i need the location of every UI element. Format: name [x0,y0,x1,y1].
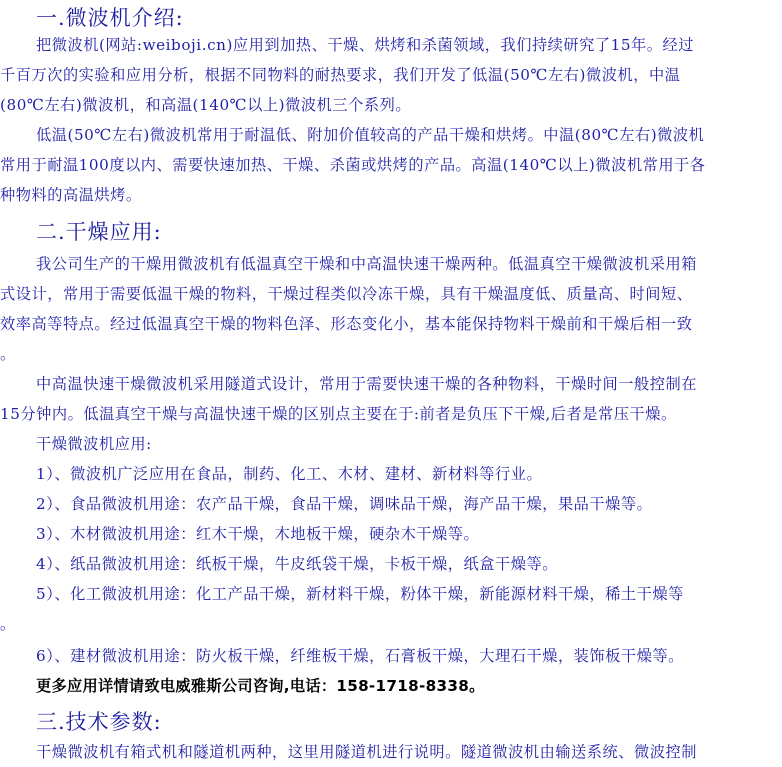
paragraph-line: 。 [0,345,16,363]
paragraph-line: 式设计，常用于需要低温干燥的物料，干燥过程类似冷冻干燥，具有干燥温度低、质量高、时间短、 [0,285,693,303]
section-heading-intro: 一.微波机介绍: [36,6,184,30]
section-heading-drying: 二.干燥应用: [36,220,162,244]
list-item: 3）、木材微波机用途：红木干燥，木地板干燥，硬杂木干燥等。 [36,525,480,543]
paragraph-line: 种物料的高温烘烤。 [0,186,142,204]
paragraph-line: 中高温快速干燥微波机采用隧道式设计，常用于需要快速干燥的各种物料，干燥时间一般控制在 [36,375,697,393]
paragraph-line: 15分钟内。低温真空干燥与高温快速干燥的区别点主要在于:前者是负压下干燥,后者是常压干燥。 [0,405,677,423]
list-title: 干燥微波机应用: [36,435,152,453]
section-heading-specs: 三.技术参数: [36,710,162,734]
paragraph-line: 干燥微波机有箱式机和隧道机两种，这里用隧道机进行说明。隧道微波机由输送系统、微波控制 [36,743,697,761]
paragraph-line: 效率高等特点。经过低温真空干燥的物料色泽、形态变化小，基本能保持物料干燥前和干燥后相一致 [0,315,693,333]
list-item: 1）、微波机广泛应用在食品，制药、化工、木材、建材、新材料等行业。 [36,465,543,483]
list-item: 2）、食品微波机用途：农产品干燥，食品干燥，调味品干燥，海产品干燥，果品干燥等。 [36,495,653,513]
list-item: 5）、化工微波机用途：化工产品干燥，新材料干燥，粉体干燥，新能源材料干燥，稀土干燥等 [36,585,684,603]
paragraph-line: 把微波机(网站:weiboji.cn)应用到加热、干燥、烘烤和杀菌领域，我们持续研究了15年。经过 [36,36,695,54]
list-item-continuation: 。 [0,615,16,633]
paragraph-line: (80℃左右)微波机，和高温(140℃以上)微波机三个系列。 [0,96,412,114]
paragraph-line: 千百万次的实验和应用分析，根据不同物料的耐热要求，我们开发了低温(50℃左右)微波机，中温 [0,66,681,84]
paragraph-line: 常用于耐温100度以内、需要快速加热、干燥、杀菌或烘烤的产品。高温(140℃以上)微波机常用于各 [0,156,706,174]
list-item: 4）、纸品微波机用途：纸板干燥，牛皮纸袋干燥，卡板干燥，纸盒干燥等。 [36,555,558,573]
paragraph-line: 低温(50℃左右)微波机常用于耐温低、附加价值较高的产品干燥和烘烤。中温(80℃左右)微波机 [36,126,705,144]
paragraph-line: 我公司生产的干燥用微波机有低温真空干燥和中高温快速干燥两种。低温真空干燥微波机采用箱 [36,255,697,273]
list-item: 6）、建材微波机用途：防火板干燥，纤维板干燥，石膏板干燥，大理石干燥，装饰板干燥等。 [36,647,684,665]
contact-phone-line: 更多应用详情请致电威雅斯公司咨询,电话：158-1718-8338。 [36,677,485,695]
